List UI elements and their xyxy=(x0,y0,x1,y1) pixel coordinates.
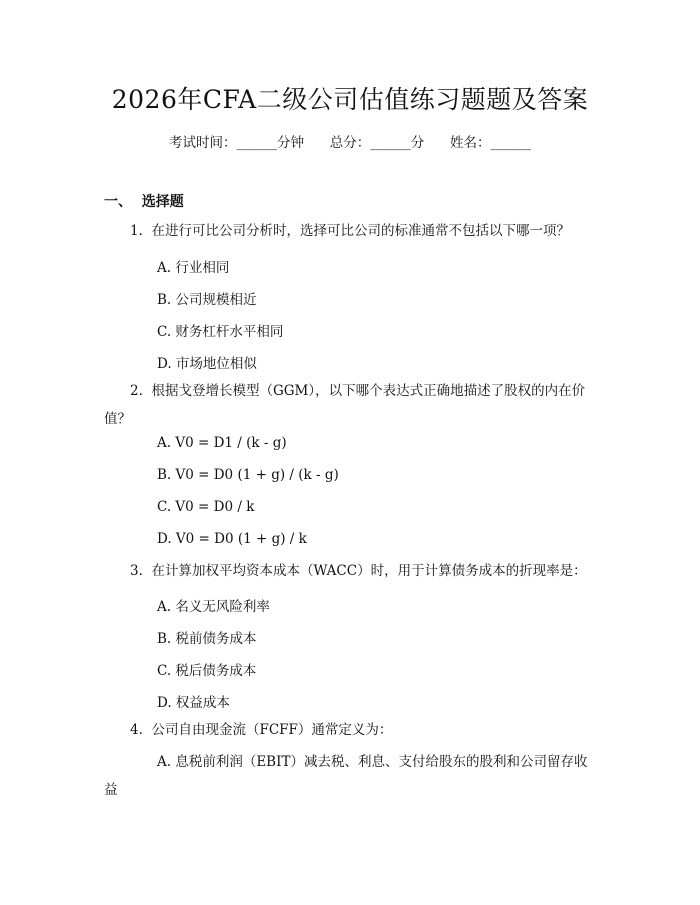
question-3 xyxy=(104,557,596,585)
section-heading: 一、 选择题 xyxy=(104,194,184,210)
question-4 xyxy=(104,716,596,744)
question-number: 4. xyxy=(130,722,152,738)
question-number: 2. xyxy=(130,383,152,399)
option-1d: D. 市场地位相似 xyxy=(157,356,257,372)
option-1b: B. 公司规模相近 xyxy=(157,292,257,308)
page-title: 2026年CFA二级公司估值练习题题及答案 xyxy=(111,85,589,114)
option-2c: C. V0 = D0 / k xyxy=(157,499,255,515)
question-number: 3. xyxy=(130,563,152,579)
question-number: 1. xyxy=(130,223,152,239)
question-text: 公司自由现金流（FCFF）通常定义为： xyxy=(151,722,393,738)
option-2d: D. V0 = D0 (1 + g) / k xyxy=(157,531,307,547)
question-text: 在进行可比公司分析时，选择可比公司的标准通常不包括以下哪一项？ xyxy=(151,223,570,239)
exam-time: 考试时间：______分钟 xyxy=(169,135,304,151)
option-3b: B. 税前债务成本 xyxy=(157,631,257,647)
option-3d: D. 权益成本 xyxy=(157,695,230,711)
question-1 xyxy=(104,217,596,245)
question-text: 在计算加权平均资本成本（WACC）时，用于计算债务成本的折现率是： xyxy=(151,563,587,579)
option-3a: A. 名义无风险利率 xyxy=(157,599,270,615)
option-4a: A. 息税前利润（EBIT）减去税、利息、支付给股东的股利和公司留存收益 xyxy=(104,754,588,798)
option-2a: A. V0 = D1 / (k - g) xyxy=(157,435,287,451)
exam-info xyxy=(0,131,700,151)
question-2 xyxy=(104,377,596,433)
exam-name: 姓名：______ xyxy=(450,135,531,151)
option-2b: B. V0 = D0 (1 + g) / (k - g) xyxy=(157,467,339,483)
question-text: 根据戈登增长模型（GGM），以下哪个表达式正确地描述了股权的内在价值？ xyxy=(104,383,586,427)
option-1c: C. 财务杠杆水平相同 xyxy=(157,324,284,340)
option-3c: C. 税后债务成本 xyxy=(157,663,257,679)
exam-score: 总分：______分 xyxy=(329,135,425,151)
option-1a: A. 行业相同 xyxy=(157,260,230,276)
